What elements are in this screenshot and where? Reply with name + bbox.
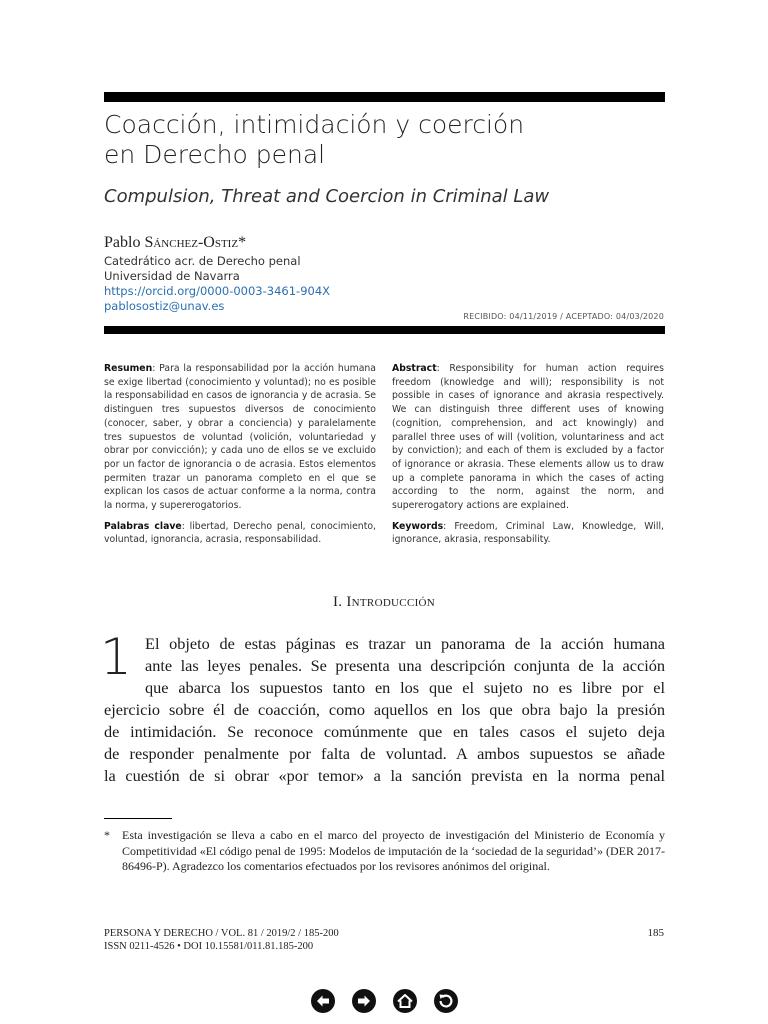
- arrow-left-icon: [311, 989, 335, 1013]
- issn-doi: ISSN 0211-4526 • DOI 10.15581/011.81.185-200: [104, 941, 314, 952]
- abstract-paragraph: [392, 362, 664, 513]
- author-first-name: Pablo: [104, 234, 141, 251]
- page-navigation: [0, 989, 768, 1013]
- article-subtitle: Compulsion, Threat and Coercion in Criminal Law: [104, 186, 550, 207]
- palabras-clave-label: Palabras clave: [104, 520, 182, 532]
- footnote-mark: *: [104, 828, 110, 842]
- body-line: que abarca los supuestos tanto en los que el sujeto no es libre por el: [145, 678, 665, 697]
- author-name: [104, 234, 246, 252]
- abstract-english: [392, 362, 664, 554]
- abstract-label: Abstract: [392, 363, 437, 374]
- palabras-clave-text: : libertad, Derecho penal, conocimiento, voluntad, ignorancia, acrasia, responsabilidad.: [104, 520, 376, 546]
- journal-citation: PERSONA Y DERECHO / VOL. 81 / 2019/2 / 185-200: [104, 928, 339, 939]
- body-line: de intimidación. Se reconoce comúnmente que en tales casos el sujeto deja: [104, 722, 665, 741]
- email-link[interactable]: pablosostiz@unav.es: [104, 299, 225, 313]
- resumen-text: : Para la responsabilidad por la acción humana se exige libertad (conocimiento y voluntad); no es posible la responsabilidad en casos de ignorancia y de acrasia. Se distinguen tres supuestos diversos de conocimiento (conocer, saber, y obrar a conciencia) y paralelamente tres supuestos de voluntad (volición, voluntariedad y obrar por convicción); y cada uno de ellos se ve excluido por un factor de ignorancia o de acrasia. Estos elementos permiten trazar un panorama completo en el que se explican los casos de actuar conforme a la norma, contra la norma, y supererogatorios.: [104, 363, 376, 512]
- header-bottom-rule: [104, 326, 665, 334]
- author-last-name: Sánchez-Ostiz: [144, 234, 239, 251]
- body-line: ejercicio sobre él de coacción, como aquellos en los que obra bajo la presión: [104, 700, 665, 719]
- keywords-label: Keywords: [392, 520, 444, 532]
- keywords-text: : Freedom, Criminal Law, Knowledge, Will, ignorance, akrasia, responsability.: [392, 520, 664, 546]
- home-button[interactable]: [393, 989, 417, 1013]
- section-title: Introducción: [346, 594, 436, 610]
- title-line-1: Coacción, intimidación y coerción: [104, 110, 525, 139]
- top-rule: [104, 92, 665, 102]
- paragraph-number: 1: [100, 628, 132, 686]
- abstract-spanish: [104, 362, 376, 554]
- home-icon: [393, 989, 417, 1013]
- page-number: 185: [647, 927, 664, 939]
- title-line-2: en Derecho penal: [104, 140, 326, 169]
- arrow-right-icon: [352, 989, 376, 1013]
- section-heading: [0, 594, 768, 611]
- return-icon: [434, 989, 458, 1013]
- footnote-rule: [104, 818, 172, 819]
- body-line: ante las leyes penales. Se presenta una descripción conjunta de la acción: [145, 656, 665, 675]
- previous-page-button[interactable]: [311, 989, 335, 1013]
- article-title: [104, 110, 664, 170]
- running-footer: [104, 927, 339, 953]
- resumen-paragraph: [104, 362, 376, 513]
- author-affiliation: [104, 254, 444, 314]
- abstract-text: : Responsibility for human action requires freedom (knowledge and will); responsibility is not possible in cases of ignorance and akrasia respectively. We can distinguish three different uses of knowing (cognition, comprehension, and act knowingly) and parallel three uses of will (volition, voluntariness and act by conviction); and each of them is excluded by a factor of ignorance or akrasia. These elements allow us to draw up a complete panorama in which the cases of acting according to the norm, against the norm, and supererogatory actions are explained.: [392, 363, 664, 512]
- body-line: la cuestión de si obrar «por temor» a la sanción prevista en la norma penal: [104, 766, 665, 785]
- palabras-clave-paragraph: [104, 520, 376, 547]
- received-accepted-dates: RECIBIDO: 04/11/2019 / ACEPTADO: 04/03/2020: [463, 312, 664, 321]
- orcid-link[interactable]: https://orcid.org/0000-0003-3461-904X: [104, 284, 331, 298]
- footnote-text: Esta investigación se lleva a cabo en el marco del proyecto de investigación del Ministerio de Economía y Competitividad «El código penal de 1995: Modelos de imputación de la ‘sociedad de la seguridad’» (DER 2017-86496-P). Agradezco los comentarios efectuados por los revisores anónimos del original.: [122, 828, 665, 873]
- keywords-paragraph: [392, 520, 664, 547]
- body-line: El objeto de estas páginas es trazar un panorama de la acción humana: [145, 634, 665, 653]
- body-line: de responder penalmente por falta de voluntad. A ambos supuestos se añade: [104, 744, 665, 763]
- next-page-button[interactable]: [352, 989, 376, 1013]
- affiliation-university: Universidad de Navarra: [104, 269, 240, 283]
- section-number: I.: [332, 594, 343, 610]
- author-footnote-mark: *: [238, 234, 247, 251]
- return-button[interactable]: [434, 989, 458, 1013]
- resumen-label: Resumen: [104, 363, 153, 374]
- affiliation-position: Catedrático acr. de Derecho penal: [104, 254, 301, 268]
